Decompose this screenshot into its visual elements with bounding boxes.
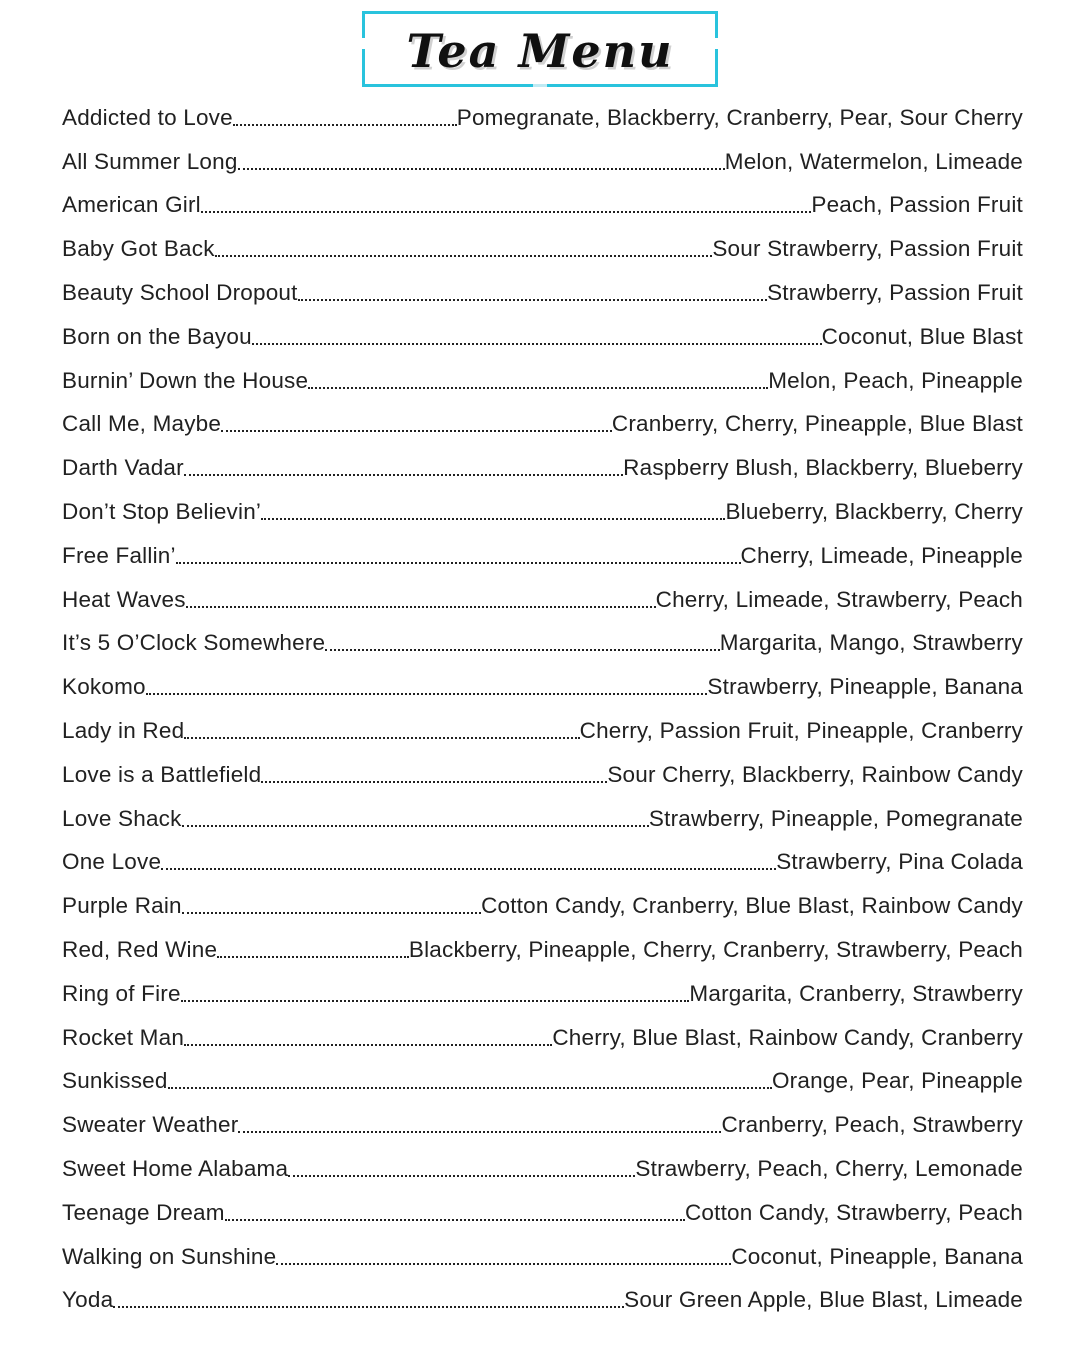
dot-leader bbox=[184, 1044, 552, 1046]
menu-item bbox=[62, 1279, 1023, 1323]
frame-gap-right bbox=[715, 38, 718, 49]
dot-leader bbox=[261, 781, 607, 783]
drink-name: Free Fallin’ bbox=[62, 542, 176, 568]
drink-name: Beauty School Dropout bbox=[62, 280, 298, 306]
drink-name: One Love bbox=[62, 849, 162, 875]
drink-name: Heat Waves bbox=[62, 586, 186, 612]
dot-leader bbox=[233, 124, 457, 126]
drink-flavors: Strawberry, Peach, Cherry, Lemonade bbox=[635, 1156, 1023, 1182]
drink-name: Sweet Home Alabama bbox=[62, 1156, 289, 1182]
menu-item bbox=[62, 140, 1023, 184]
dot-leader bbox=[217, 956, 409, 958]
drink-name: Teenage Dream bbox=[62, 1199, 225, 1225]
frame-gap-left bbox=[362, 38, 365, 49]
drink-name: Baby Got Back bbox=[62, 236, 215, 262]
menu-item bbox=[62, 534, 1023, 578]
drink-flavors: Strawberry, Pineapple, Banana bbox=[707, 674, 1023, 700]
drink-flavors: Sour Strawberry, Passion Fruit bbox=[712, 236, 1023, 262]
drink-name: Kokomo bbox=[62, 674, 146, 700]
dot-leader bbox=[221, 430, 612, 432]
menu-item bbox=[62, 622, 1023, 666]
dot-leader bbox=[113, 1306, 624, 1308]
drink-flavors: Margarita, Cranberry, Strawberry bbox=[689, 980, 1023, 1006]
drink-flavors: Orange, Pear, Pineapple bbox=[771, 1068, 1023, 1094]
drink-flavors: Peach, Passion Fruit bbox=[811, 192, 1023, 218]
menu-item bbox=[62, 884, 1023, 928]
drink-flavors: Blackberry, Pineapple, Cherry, Cranberry, Strawberry, Peach bbox=[408, 937, 1023, 963]
menu-item bbox=[62, 972, 1023, 1016]
menu-item bbox=[62, 1103, 1023, 1147]
menu-item bbox=[62, 1060, 1023, 1104]
drink-flavors: Cherry, Limeade, Pineapple bbox=[740, 542, 1023, 568]
drink-name: American Girl bbox=[62, 192, 201, 218]
drink-name: Walking on Sunshine bbox=[62, 1243, 277, 1269]
dot-leader bbox=[325, 649, 720, 651]
drink-name: Red, Red Wine bbox=[62, 937, 218, 963]
drink-flavors: Melon, Peach, Pineapple bbox=[768, 367, 1023, 393]
menu-item bbox=[62, 227, 1023, 271]
drink-name: All Summer Long bbox=[62, 148, 238, 174]
drink-flavors: Cotton Candy, Strawberry, Peach bbox=[684, 1199, 1023, 1225]
menu-item bbox=[62, 1016, 1023, 1060]
menu-item bbox=[62, 96, 1023, 140]
drink-flavors: Cherry, Passion Fruit, Pineapple, Cranberry bbox=[579, 718, 1023, 744]
drink-flavors: Cranberry, Cherry, Pineapple, Blue Blast bbox=[611, 411, 1023, 437]
menu-item bbox=[62, 184, 1023, 228]
drink-name: Love is a Battlefield bbox=[62, 761, 262, 787]
dot-leader bbox=[215, 255, 713, 257]
drink-name: Darth Vadar bbox=[62, 455, 184, 481]
drink-flavors: Cotton Candy, Cranberry, Blue Blast, Rainbow Candy bbox=[481, 893, 1023, 919]
drink-flavors: Margarita, Mango, Strawberry bbox=[719, 630, 1023, 656]
page-title: Tea Menu bbox=[406, 24, 674, 78]
drink-name: Sweater Weather bbox=[62, 1112, 239, 1138]
drink-name: Rocket Man bbox=[62, 1024, 185, 1050]
menu-item bbox=[62, 403, 1023, 447]
drink-name: Burnin’ Down the House bbox=[62, 367, 309, 393]
dot-leader bbox=[288, 1175, 635, 1177]
dot-leader bbox=[238, 168, 725, 170]
drink-name: Sunkissed bbox=[62, 1068, 168, 1094]
menu-item bbox=[62, 1147, 1023, 1191]
dot-leader bbox=[161, 868, 776, 870]
menu-item bbox=[62, 1191, 1023, 1235]
dot-leader bbox=[186, 606, 656, 608]
drink-flavors: Strawberry, Passion Fruit bbox=[767, 280, 1023, 306]
menu-item bbox=[62, 315, 1023, 359]
menu-item bbox=[62, 753, 1023, 797]
drink-flavors: Blueberry, Blackberry, Cherry bbox=[725, 499, 1023, 525]
menu-item bbox=[62, 359, 1023, 403]
menu-item bbox=[62, 928, 1023, 972]
drink-name: Don’t Stop Believin’ bbox=[62, 499, 262, 525]
drink-flavors: Strawberry, Pineapple, Pomegranate bbox=[648, 805, 1023, 831]
title-box bbox=[362, 11, 718, 87]
dot-leader bbox=[146, 693, 708, 695]
drink-name: Love Shack bbox=[62, 805, 182, 831]
drink-name: Call Me, Maybe bbox=[62, 411, 222, 437]
drink-name: It’s 5 O’Clock Somewhere bbox=[62, 630, 326, 656]
menu-item bbox=[62, 709, 1023, 753]
dot-leader bbox=[225, 1219, 685, 1221]
menu-item bbox=[62, 665, 1023, 709]
dot-leader bbox=[261, 518, 725, 520]
drink-name: Yoda bbox=[62, 1287, 114, 1313]
menu-item bbox=[62, 797, 1023, 841]
dot-leader bbox=[182, 912, 481, 914]
menu-item bbox=[62, 490, 1023, 534]
menu-list bbox=[62, 96, 1023, 1322]
dot-leader bbox=[238, 1131, 721, 1133]
drink-flavors: Cranberry, Peach, Strawberry bbox=[721, 1112, 1023, 1138]
drink-flavors: Sour Green Apple, Blue Blast, Limeade bbox=[624, 1287, 1023, 1313]
dot-leader bbox=[181, 1000, 690, 1002]
frame-gap-bottom bbox=[533, 84, 547, 87]
menu-item bbox=[62, 446, 1023, 490]
drink-flavors: Strawberry, Pina Colada bbox=[776, 849, 1023, 875]
dot-leader bbox=[176, 562, 741, 564]
menu-item bbox=[62, 578, 1023, 622]
drink-name: Purple Rain bbox=[62, 893, 182, 919]
menu-item bbox=[62, 1235, 1023, 1279]
drink-name: Lady in Red bbox=[62, 718, 185, 744]
menu-item bbox=[62, 841, 1023, 885]
drink-name: Born on the Bayou bbox=[62, 323, 252, 349]
menu-item bbox=[62, 271, 1023, 315]
dot-leader bbox=[276, 1263, 731, 1265]
drink-flavors: Cherry, Blue Blast, Rainbow Candy, Cranberry bbox=[552, 1024, 1023, 1050]
tea-menu-page bbox=[0, 11, 1080, 1361]
dot-leader bbox=[184, 474, 623, 476]
dot-leader bbox=[182, 825, 649, 827]
dot-leader bbox=[168, 1087, 772, 1089]
drink-flavors: Pomegranate, Blackberry, Cranberry, Pear, Sour Cherry bbox=[456, 104, 1023, 130]
drink-flavors: Raspberry Blush, Blackberry, Blueberry bbox=[623, 455, 1023, 481]
drink-flavors: Coconut, Blue Blast bbox=[821, 323, 1023, 349]
dot-leader bbox=[184, 737, 579, 739]
drink-name: Ring of Fire bbox=[62, 980, 181, 1006]
dot-leader bbox=[252, 343, 822, 345]
drink-name: Addicted to Love bbox=[62, 104, 233, 130]
drink-flavors: Melon, Watermelon, Limeade bbox=[724, 148, 1023, 174]
drink-flavors: Cherry, Limeade, Strawberry, Peach bbox=[655, 586, 1023, 612]
dot-leader bbox=[308, 387, 768, 389]
dot-leader bbox=[201, 211, 812, 213]
drink-flavors: Coconut, Pineapple, Banana bbox=[731, 1243, 1023, 1269]
drink-flavors: Sour Cherry, Blackberry, Rainbow Candy bbox=[607, 761, 1023, 787]
dot-leader bbox=[298, 299, 767, 301]
